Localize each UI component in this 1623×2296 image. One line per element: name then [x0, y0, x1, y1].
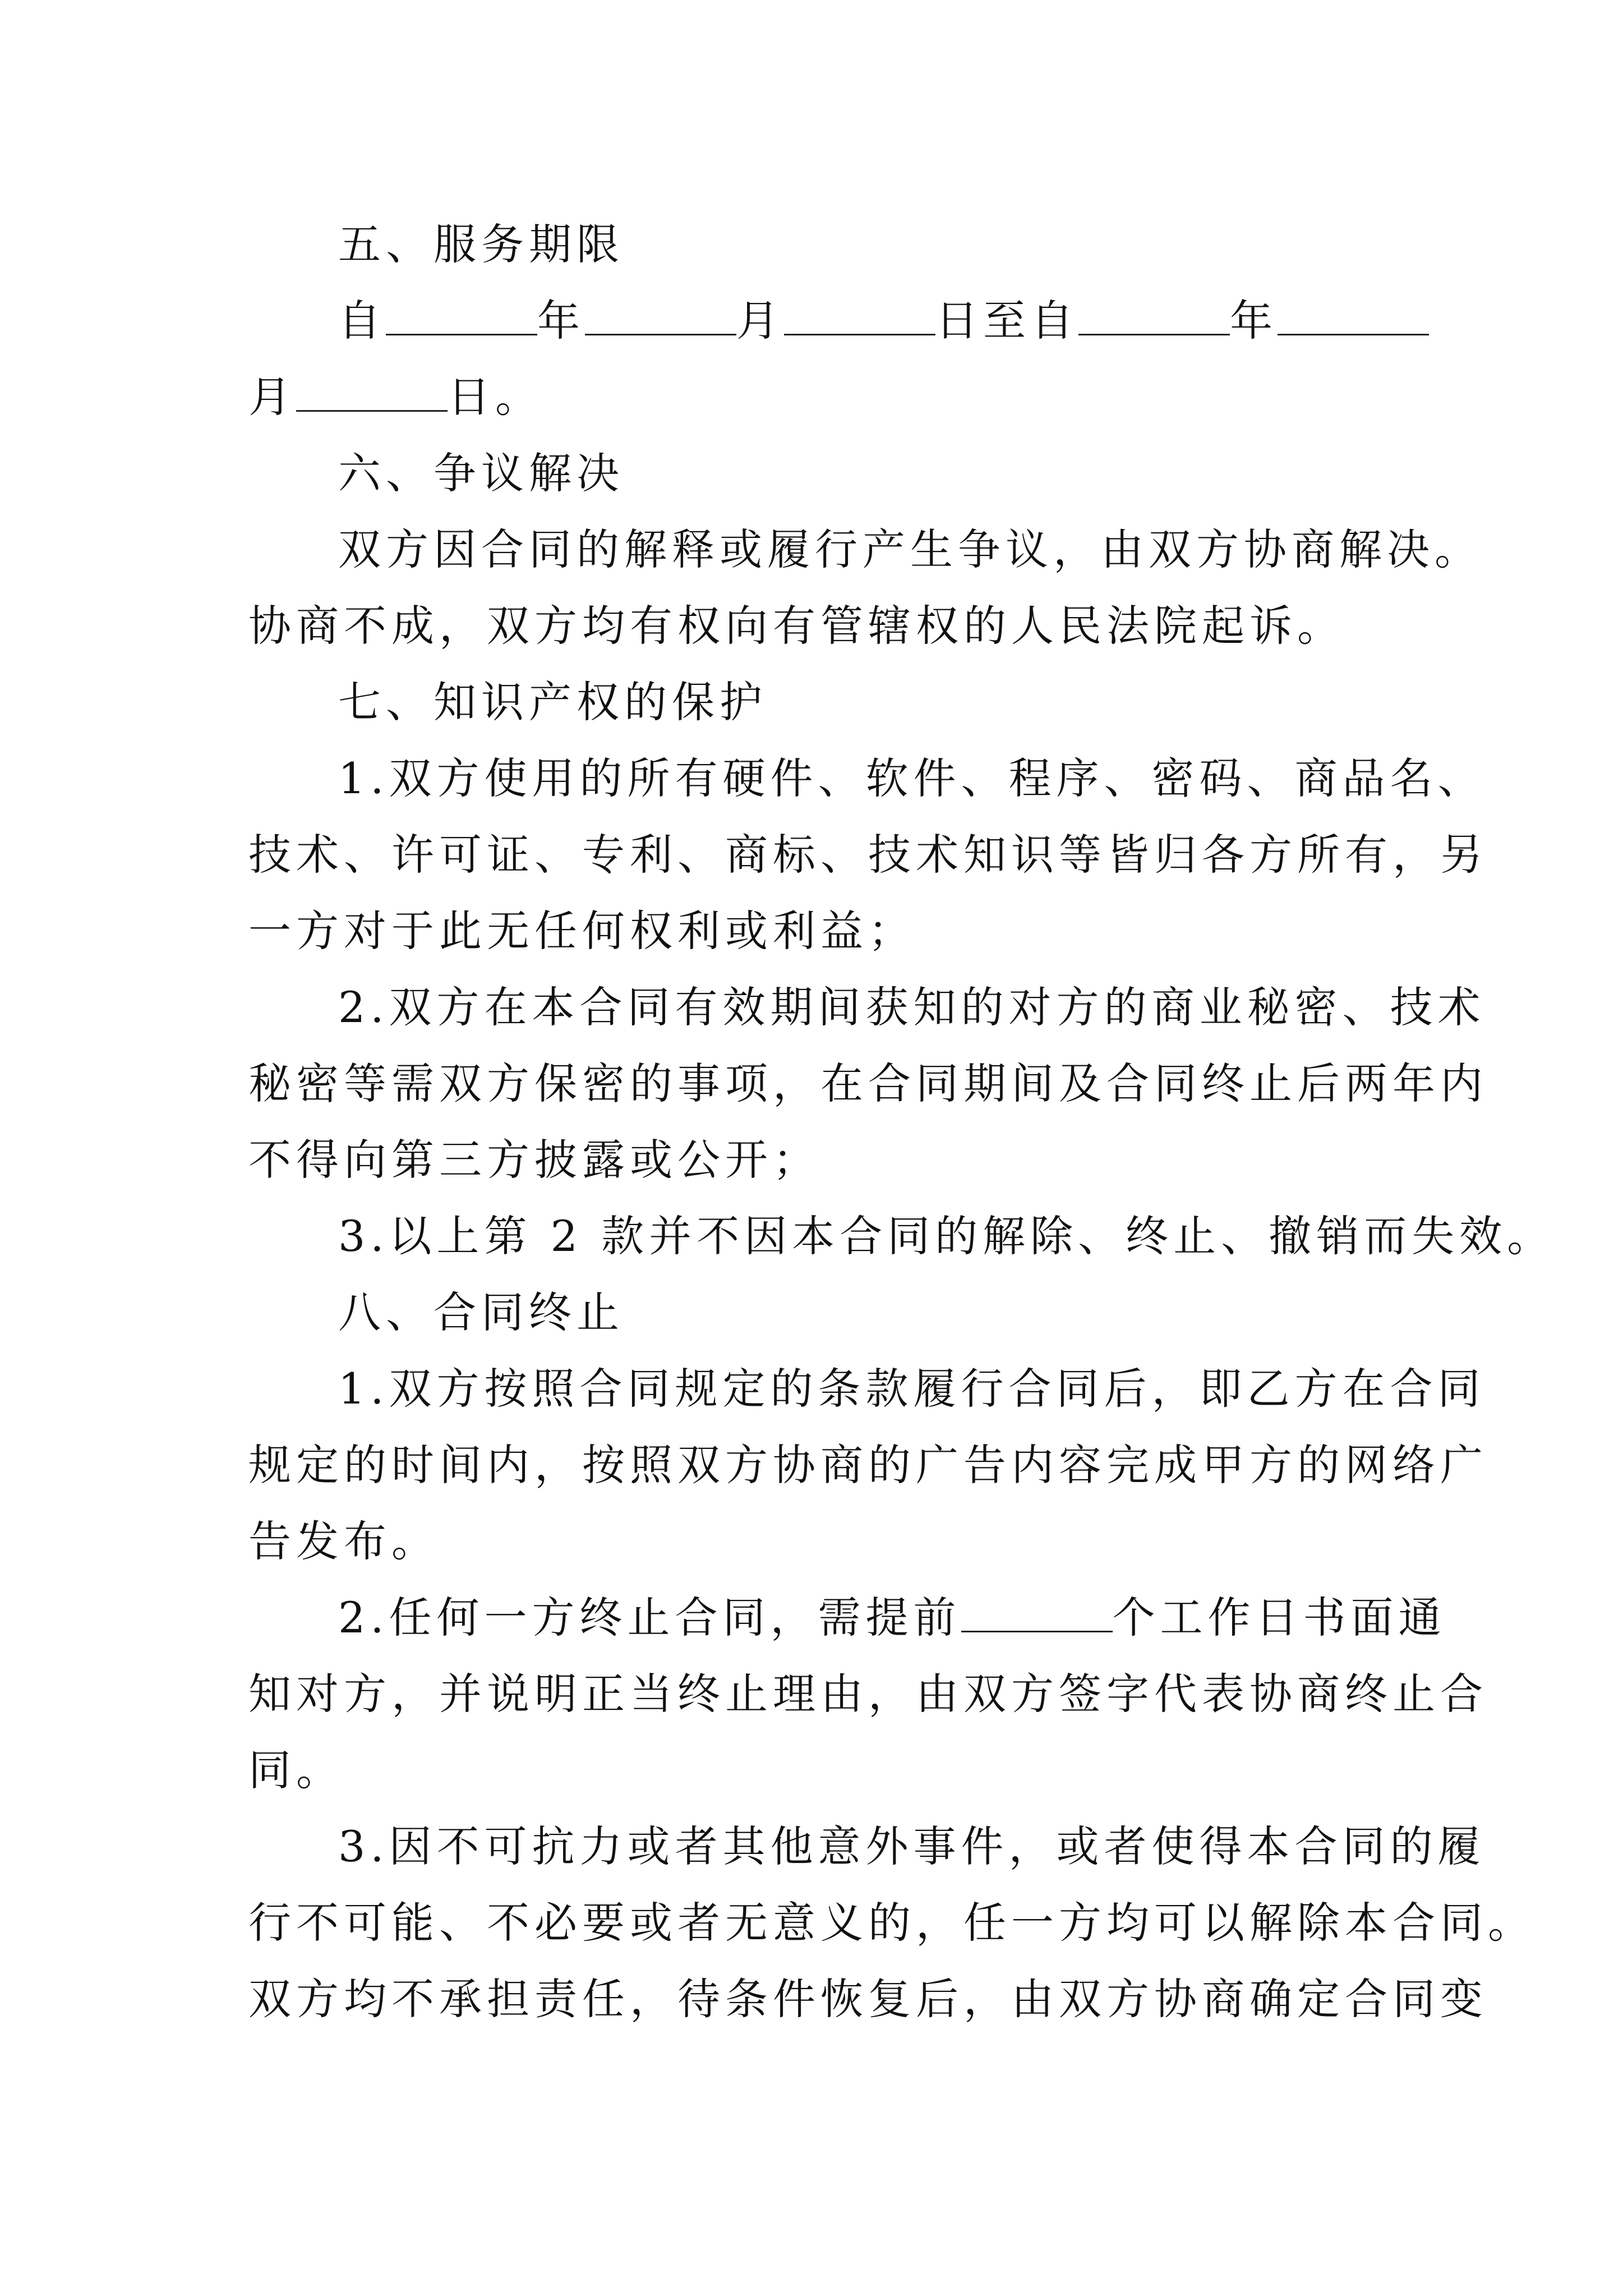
paragraph-line: 2.双方在本合同有效期间获知的对方的商业秘密、技术 — [338, 982, 1486, 1032]
day-to-label: 日至自 — [935, 296, 1078, 346]
start-year-blank — [386, 295, 537, 335]
notice-text-after: 个工作日书面通 — [1112, 1593, 1446, 1642]
year-label: 年 — [1230, 296, 1278, 346]
start-month-blank — [585, 295, 736, 335]
paragraph-line: 3.以上第 2 款并不因本合同的解除、终止、撤销而失效。 — [338, 1211, 1555, 1261]
paragraph-line: 一方对于此无任何权利或利益； — [248, 906, 916, 956]
month-label: 月 — [736, 296, 784, 346]
contract-text — [248, 206, 1555, 2037]
year-label: 年 — [537, 296, 585, 346]
paragraph-line: 秘密等需双方保密的事项，在合同期间及合同终止后两年内 — [248, 1059, 1488, 1108]
start-day-blank — [784, 295, 935, 335]
end-year-blank — [1078, 295, 1230, 335]
paragraph-line: 技术、许可证、专利、商标、技术知识等皆归各方所有，另 — [248, 830, 1488, 880]
paragraph-line: 知对方，并说明正当终止理由，由双方签字代表协商终止合 — [248, 1669, 1488, 1719]
paragraph-line: 行不可能、不必要或者无意义的，任一方均可以解除本合同。 — [248, 1898, 1536, 1948]
month-label: 月 — [248, 372, 296, 422]
paragraph-line: 不得向第三方披露或公开； — [248, 1135, 820, 1185]
paragraph-line: 1.双方使用的所有硬件、软件、程序、密码、商品名、 — [338, 753, 1486, 803]
notice-text-before: 2.任何一方终止合同，需提前 — [338, 1593, 961, 1642]
paragraph-line: 同。 — [248, 1745, 344, 1795]
paragraph-line: 协商不成，双方均有权向有管辖权的人民法院起诉。 — [248, 601, 1345, 651]
notice-days-blank — [961, 1591, 1113, 1632]
paragraph-line: 双方因合同的解释或履行产生争议，由双方协商解决。 — [338, 524, 1482, 574]
end-day-blank — [296, 371, 448, 412]
section-heading-termination: 八、合同终止 — [338, 1287, 624, 1337]
end-month-blank — [1278, 295, 1429, 335]
service-term-date-line — [248, 283, 1393, 359]
paragraph-line: 规定的时间内，按照双方协商的广告内容完成甲方的网络广 — [248, 1440, 1488, 1490]
paragraph-line: 1.双方按照合同规定的条款履行合同后，即乙方在合同 — [338, 1364, 1486, 1414]
service-term-date-line-end — [248, 359, 1393, 435]
paragraph-line: 双方均不承担责任，待条件恢复后，由双方协商确定合同变 — [248, 1974, 1488, 2024]
section-heading-dispute: 六、争议解决 — [338, 448, 624, 498]
section-heading-ip: 七、知识产权的保护 — [338, 677, 767, 727]
paragraph-line: 告发布。 — [248, 1516, 439, 1566]
day-end-label: 日。 — [448, 372, 543, 422]
notice-days-line — [248, 1580, 1446, 1656]
paragraph-line: 3.因不可抗力或者其他意外事件，或者使得本合同的履 — [338, 1821, 1486, 1871]
section-heading-service-term: 五、服务期限 — [338, 219, 624, 269]
date-from-label: 自 — [338, 296, 386, 346]
